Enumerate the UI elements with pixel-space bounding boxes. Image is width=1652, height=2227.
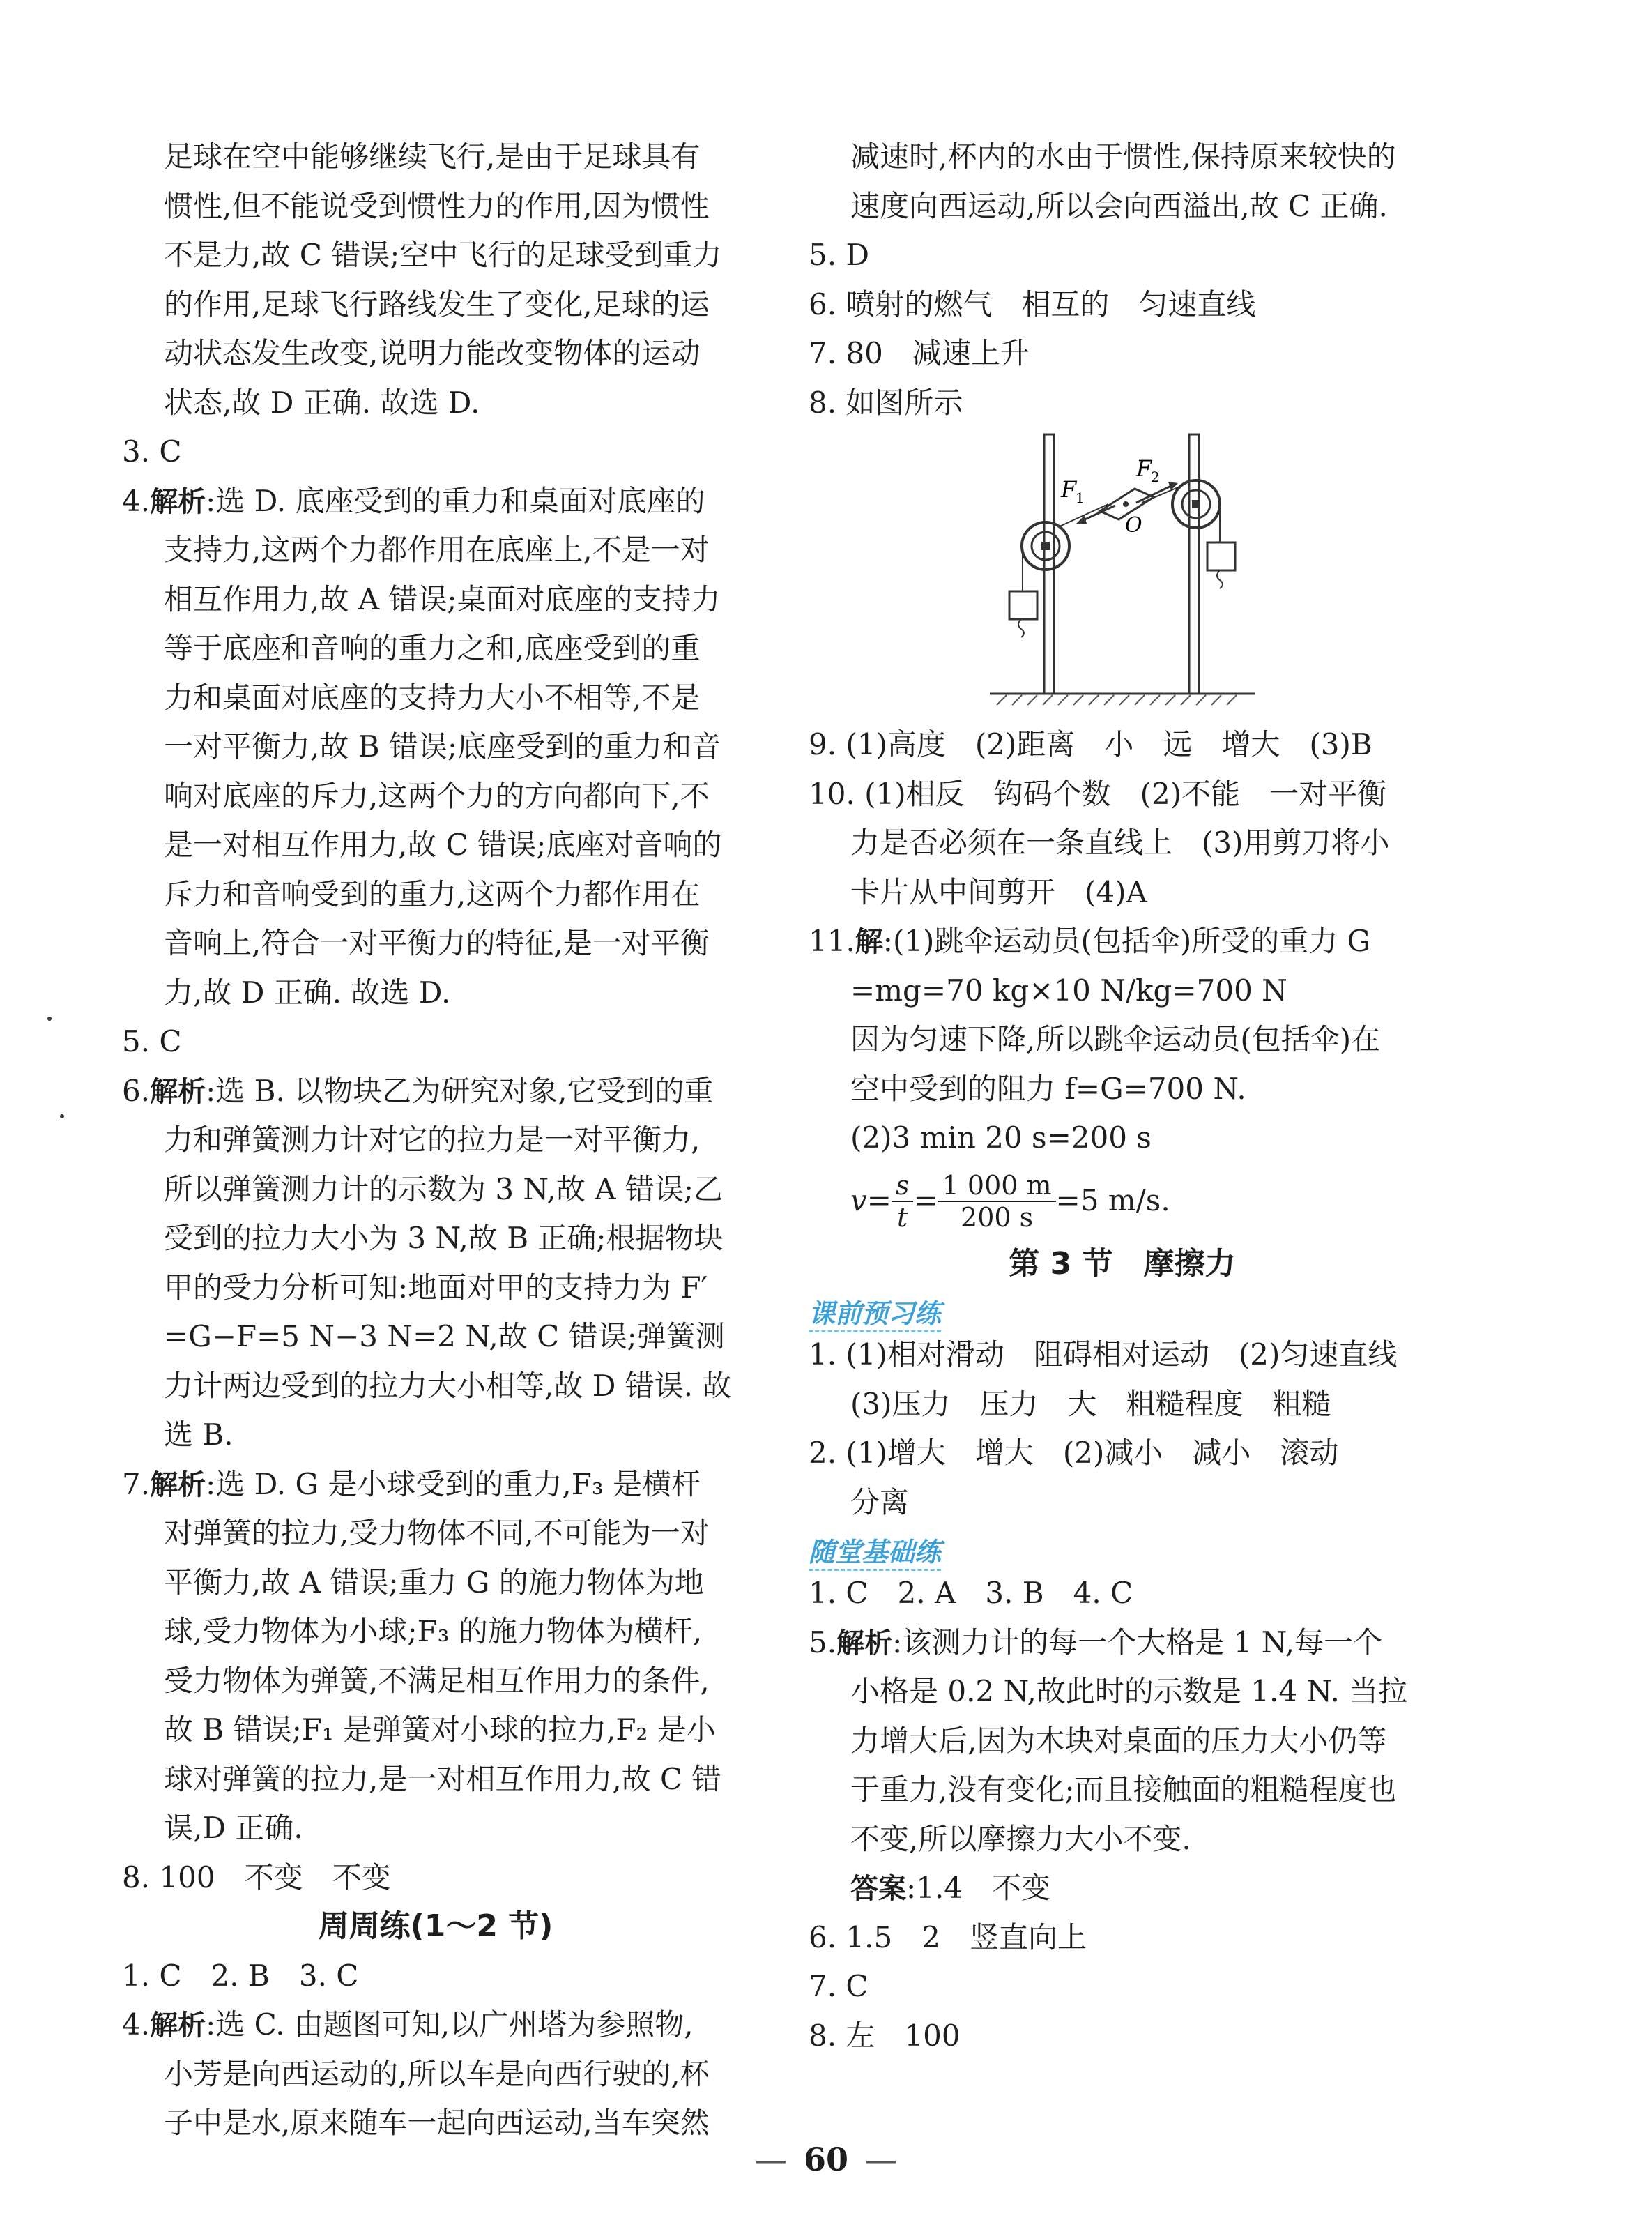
- text-line: [122, 182, 749, 231]
- text-line: [122, 427, 749, 477]
- formula-lhs: v=: [850, 1183, 892, 1218]
- text-line: [122, 1509, 749, 1558]
- item-number: 4.: [122, 2007, 151, 2042]
- label-preview: 课前预习练: [809, 1297, 941, 1332]
- text-line: [122, 1067, 749, 1116]
- text-line: [809, 1717, 1436, 1766]
- line-text: :选 D. 底座受到的重力和桌面对底座的: [206, 483, 705, 518]
- f2-subscript: 2: [1151, 469, 1160, 485]
- line-text: 受到的拉力大小为 3 N,故 B 正确;根据物块: [164, 1221, 724, 1255]
- text-line: [809, 868, 1436, 918]
- line-text: 5. D: [809, 238, 870, 272]
- text-line: [809, 1618, 1436, 1668]
- line-text: 速度向西运动,所以会向西溢出,故 C 正确.: [850, 188, 1388, 223]
- line-text: 不变,所以摩擦力大小不变.: [850, 1821, 1191, 1856]
- analysis-label: 解: [855, 926, 883, 958]
- text-line: [122, 2000, 749, 2050]
- analysis-label: 解析: [150, 2009, 206, 2042]
- line-text: 不是力,故 C 错误;空中飞行的足球受到重力: [164, 238, 722, 272]
- text-line: [122, 870, 749, 920]
- line-text: 一对平衡力,故 B 错误;底座受到的重力和音: [164, 729, 721, 763]
- line-text: 对弹簧的拉力,受力物体不同,不可能为一对: [164, 1516, 710, 1550]
- line-text: 6. 1.5 2 竖直向上: [809, 1920, 1087, 1954]
- line-text: 6. 喷射的燃气 相互的 匀速直线: [809, 287, 1256, 321]
- text-line: [809, 720, 1436, 770]
- line-text: (3)压力 压力 大 粗糙程度 粗糙: [850, 1386, 1331, 1421]
- f1-subscript: 1: [1076, 489, 1085, 506]
- line-text: 力和桌面对底座的支持力大小不相等,不是: [164, 680, 701, 715]
- text-line: [122, 1657, 749, 1706]
- line-text: 力,故 D 正确. 故选 D.: [164, 975, 451, 1010]
- line-text: 8. 左 100: [809, 2018, 961, 2053]
- line-text: 球,受力物体为小球;F₃ 的施力物体为横杆,: [164, 1614, 703, 1648]
- line-text: :该测力计的每一个大格是 1 N,每一个: [892, 1625, 1383, 1659]
- force-f2-arrow: [1136, 486, 1171, 503]
- text-line: [809, 1815, 1436, 1864]
- line-text: 5. C: [122, 1024, 182, 1058]
- text-line: [122, 329, 749, 379]
- line-text: 动状态发生改变,说明力能改变物体的运动: [164, 336, 701, 370]
- formula-frac-1: [892, 1170, 914, 1233]
- line-text: 足球在空中能够继续飞行,是由于足球具有: [164, 139, 701, 174]
- formula-frac-2: [938, 1170, 1056, 1233]
- line-text: 10. (1)相反 钩码个数 (2)不能 一对平衡: [809, 776, 1387, 811]
- formula-n1: s: [892, 1170, 914, 1202]
- analysis-label: 答案: [850, 1873, 906, 1905]
- line-text: :1.4 不变: [906, 1871, 1050, 1905]
- label-preview-row: [809, 1289, 1436, 1330]
- text-line: [122, 1755, 749, 1804]
- line-text: 球对弹簧的拉力,是一对相互作用力,故 C 错: [164, 1761, 721, 1796]
- text-line: [809, 1429, 1436, 1478]
- text-line: [122, 1853, 749, 1903]
- text-line: [122, 1165, 749, 1215]
- line-text: 力是否必须在一条直线上 (3)用剪刀将小: [850, 826, 1390, 860]
- o-label: O: [1125, 513, 1142, 538]
- basic-answers: [809, 1569, 1436, 2060]
- text-line: [122, 1705, 749, 1755]
- right-bottom-answers: [809, 720, 1436, 1163]
- text-line: [122, 1312, 749, 1362]
- text-line: [122, 132, 749, 182]
- right-column: [809, 132, 1436, 2060]
- line-text: 1. (1)相对滑动 阻碍相对运动 (2)匀速直线: [809, 1337, 1398, 1371]
- section-heading: 周周练(1～2 节): [318, 1908, 553, 1944]
- line-text: 于重力,没有变化;而且接触面的粗糙程度也: [850, 1772, 1397, 1807]
- text-line: [809, 917, 1436, 966]
- text-line: [122, 821, 749, 870]
- analysis-label: 解析: [150, 1468, 206, 1501]
- text-line: [809, 379, 1436, 428]
- text-line: [809, 1330, 1436, 1380]
- line-text: 支持力,这两个力都作用在底座上,不是一对: [164, 533, 710, 567]
- text-line: [809, 1962, 1436, 2012]
- line-text: 力增大后,因为木块对桌面的压力大小仍等: [850, 1723, 1387, 1758]
- item-number: 4.: [122, 483, 151, 518]
- text-line: [809, 280, 1436, 330]
- text-line: [809, 1864, 1436, 1913]
- preview-answers: [809, 1330, 1436, 1527]
- item-number: 6.: [122, 1073, 151, 1108]
- text-line: [122, 575, 749, 625]
- line-text: 受力物体为弹簧,不满足相互作用力的条件,: [164, 1663, 710, 1698]
- line-text: 8. 如图所示: [809, 385, 963, 420]
- text-line: [809, 132, 1436, 182]
- line-text: 9. (1)高度 (2)距离 小 远 增大 (3)B: [809, 727, 1372, 761]
- line-text: (2)3 min 20 s=200 s: [850, 1120, 1152, 1155]
- left-stand: [1044, 434, 1054, 694]
- line-text: 选 B.: [164, 1417, 234, 1452]
- text-line: [122, 1214, 749, 1263]
- text-line: [809, 1569, 1436, 1618]
- left-weight: [1009, 591, 1037, 619]
- margin-dot: [47, 1017, 52, 1021]
- text-line: [122, 1263, 749, 1313]
- line-text: 减速时,杯内的水由于惯性,保持原来较快的: [850, 139, 1396, 174]
- page-footer: [0, 2141, 1652, 2178]
- line-text: 甲的受力分析可知:地面对甲的支持力为 F′: [164, 1270, 708, 1305]
- line-text: 子中是水,原来随车一起向西运动,当车突然: [164, 2106, 710, 2140]
- velocity-formula: [809, 1163, 1436, 1240]
- line-text: 3. C: [122, 434, 182, 469]
- left-column: [122, 132, 749, 2148]
- text-line: [122, 1362, 749, 1411]
- formula-d2: 200 s: [961, 1201, 1034, 1233]
- text-line: [122, 526, 749, 575]
- line-text: 力和弹簧测力计对它的拉力是一对平衡力,: [164, 1123, 701, 1157]
- line-text: 卡片从中间剪开 (4)A: [850, 874, 1147, 909]
- line-text: 8. 100 不变 不变: [122, 1860, 391, 1894]
- right-weight: [1207, 542, 1235, 570]
- text-line: [809, 231, 1436, 280]
- text-line: [809, 770, 1436, 819]
- line-text: 状态,故 D 正确. 故选 D.: [164, 385, 480, 420]
- text-line: [122, 1607, 749, 1657]
- right-stand: [1189, 434, 1199, 694]
- line-text: 音响上,符合一对平衡力的特征,是一对平衡: [164, 926, 710, 960]
- text-line: [809, 2012, 1436, 2061]
- text-line: [122, 968, 749, 1018]
- section-title: 第 3 节 摩擦力: [1009, 1245, 1236, 1282]
- margin-dot: [60, 1114, 64, 1118]
- line-text: :选 D. G 是小球受到的重力,F₃ 是横杆: [206, 1466, 701, 1501]
- text-line: [122, 624, 749, 674]
- line-text: 1. C 2. A 3. B 4. C: [809, 1576, 1133, 1610]
- text-line: [809, 1065, 1436, 1114]
- line-text: 的作用,足球飞行路线发生了变化,足球的运: [164, 287, 710, 321]
- text-line: [809, 1765, 1436, 1815]
- line-text: 2. (1)增大 增大 (2)减小 减小 滚动: [809, 1436, 1339, 1470]
- line-text: 所以弹簧测力计的示数为 3 N,故 A 错误;乙: [164, 1171, 724, 1206]
- text-line: [122, 1116, 749, 1165]
- line-text: :(1)跳伞运动员(包括伞)所受的重力 G: [882, 924, 1371, 958]
- f2-label: F: [1136, 455, 1152, 482]
- text-line: [122, 722, 749, 772]
- text-line: [122, 2050, 749, 2099]
- page-number: 60: [803, 2141, 848, 2178]
- text-line: [809, 1667, 1436, 1717]
- formula-n2: 1 000 m: [938, 1170, 1056, 1202]
- line-text: 响对底座的斥力,这两个力的方向都向下,不: [164, 778, 710, 813]
- analysis-label: 解析: [836, 1627, 893, 1659]
- item-number: 5.: [809, 1625, 837, 1659]
- text-line: [122, 919, 749, 968]
- right-top-answers: [809, 132, 1436, 427]
- item-number: 11.: [809, 924, 855, 958]
- formula-d1: t: [897, 1201, 908, 1233]
- text-line: [809, 1913, 1436, 1963]
- text-line: [809, 1015, 1436, 1065]
- text-line: [122, 1804, 749, 1853]
- footer-dash-left: —: [754, 2141, 787, 2178]
- line-text: 是一对相互作用力,故 C 错误;底座对音响的: [164, 828, 722, 862]
- text-line: [122, 1460, 749, 1510]
- text-line: [122, 1952, 749, 2001]
- text-line: [122, 1017, 749, 1067]
- line-text: 空中受到的阻力 f=G=700 N.: [850, 1071, 1246, 1106]
- text-line: [122, 772, 749, 821]
- line-text: 惯性,但不能说受到惯性力的作用,因为惯性: [164, 188, 710, 223]
- text-line: [809, 182, 1436, 231]
- text-line: [809, 819, 1436, 868]
- line-text: 小芳是向西运动的,所以车是向西行驶的,杯: [164, 2056, 710, 2091]
- footer-dash-right: —: [865, 2141, 897, 2178]
- analysis-label: 解析: [150, 485, 206, 518]
- label-basic-row: [809, 1527, 1436, 1569]
- text-line: [809, 966, 1436, 1016]
- line-text: 力计两边受到的拉力大小相等,故 D 错误. 故: [164, 1368, 732, 1403]
- label-basic: 随堂基础练: [809, 1535, 941, 1571]
- pulley-diagram: [809, 427, 1436, 720]
- analysis-label: 解析: [150, 1075, 206, 1108]
- line-text: 平衡力,故 A 错误;重力 G 的施力物体为地: [164, 1565, 704, 1599]
- line-text: 7. C: [809, 1969, 869, 2003]
- line-text: 1. C 2. B 3. C: [122, 1958, 359, 1993]
- line-text: =G−F=5 N−3 N=2 N,故 C 错误;弹簧测: [164, 1319, 725, 1353]
- line-text: 小格是 0.2 N,故此时的示数是 1.4 N. 当拉: [850, 1674, 1408, 1708]
- text-line: [809, 1478, 1436, 1528]
- text-line: [809, 1380, 1436, 1429]
- text-line: [809, 329, 1436, 379]
- text-line: [809, 1114, 1436, 1163]
- text-line: [122, 477, 749, 526]
- line-text: 分离: [850, 1484, 910, 1519]
- line-text: 等于底座和音响的重力之和,底座受到的重: [164, 631, 701, 665]
- line-text: :选 B. 以物块乙为研究对象,它受到的重: [206, 1073, 714, 1108]
- pulley-diagram-svg: [809, 427, 1436, 720]
- line-text: 误,D 正确.: [164, 1811, 303, 1845]
- line-text: 因为匀速下降,所以跳伞运动员(包括伞)在: [850, 1022, 1381, 1056]
- formula-rhs: =5 m/s.: [1055, 1183, 1170, 1218]
- f1-label: F: [1061, 476, 1077, 503]
- line-text: =mg=70 kg×10 N/kg=700 N: [850, 973, 1287, 1008]
- line-text: 斥力和音响受到的重力,这两个力都作用在: [164, 876, 701, 911]
- text-line: [122, 674, 749, 723]
- text-line: [122, 1558, 749, 1608]
- text-line: [122, 280, 749, 330]
- line-text: 故 B 错误;F₁ 是弹簧对小球的拉力,F₂ 是小: [164, 1712, 716, 1747]
- text-line: [122, 379, 749, 428]
- line-text: 7. 80 减速上升: [809, 336, 1030, 370]
- line-text: 相互作用力,故 A 错误;桌面对底座的支持力: [164, 582, 721, 616]
- formula-eq: =: [913, 1183, 938, 1218]
- line-text: :选 C. 由题图可知,以广州塔为参照物,: [206, 2007, 694, 2042]
- item-number: 7.: [122, 1466, 151, 1501]
- text-line: [122, 1411, 749, 1460]
- text-line: [122, 231, 749, 280]
